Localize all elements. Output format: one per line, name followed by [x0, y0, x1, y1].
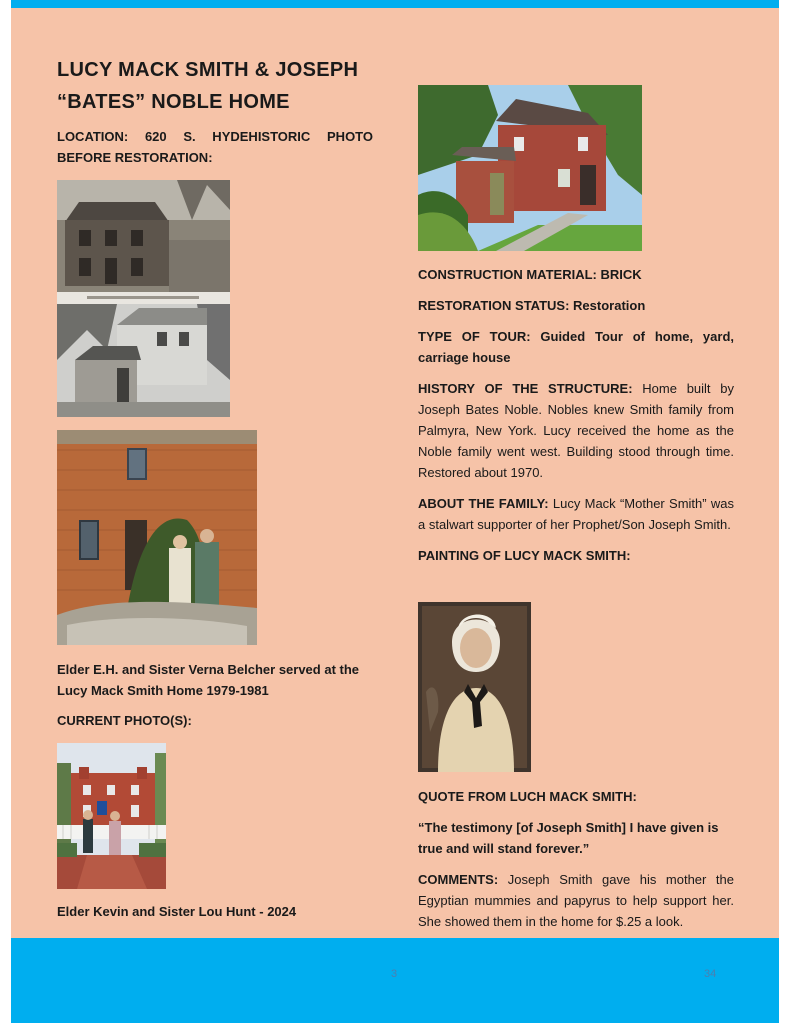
history-text: Home built by Joseph Bates Noble. Nobles knew Smith family from Palmyra, New York. Lucy received the home as the Noble family went west. Building stood through time. Restored about 1970. [418, 381, 734, 480]
page-number: 3 [391, 968, 398, 980]
title-line-1: LUCY MACK SMITH & JOSEPH [57, 59, 359, 81]
belcher-photo [57, 430, 257, 645]
hunt-photo [57, 743, 166, 889]
comments-label: COMMENTS: [418, 872, 499, 887]
family-paragraph [418, 493, 734, 535]
hunt-caption: Elder Kevin and Sister Lou Hunt - 2024 [57, 904, 297, 919]
quote-label: QUOTE FROM LUCH MACK SMITH: [418, 789, 637, 804]
family-label: ABOUT THE FAMILY: [418, 496, 549, 511]
page-total: 34 [704, 968, 717, 980]
footer-bar [11, 938, 779, 1023]
comments-text: Joseph Smith gave his mother the Egyptian mummies and papyrus to help support her. She showed them in the home for $.25 a look. [418, 872, 734, 929]
tour-type: TYPE OF TOUR: Guided Tour of home, yard, carriage house [418, 329, 734, 365]
left-column [57, 54, 373, 168]
top-accent-bar [11, 0, 779, 8]
history-paragraph [418, 378, 734, 483]
title-line-2: “BATES” NOBLE HOME [57, 91, 290, 113]
construction-material: CONSTRUCTION MATERIAL: BRICK [418, 267, 642, 282]
family-text: Lucy Mack “Mother Smith” was a stalwart supporter of her Prophet/Son Joseph Smith. [418, 496, 734, 532]
current-photos-label: CURRENT PHOTO(S): [57, 713, 192, 728]
right-column [418, 264, 734, 566]
historic-photo [57, 180, 230, 417]
quote-text: “The testimony [of Joseph Smith] I have given is true and will stand forever.” [418, 820, 719, 856]
belcher-caption: Elder E.H. and Sister Verna Belcher served at the Lucy Mack Smith Home 1979-1981 [57, 662, 360, 698]
current-exterior-photo [418, 85, 642, 251]
page-title [57, 54, 373, 118]
painting-label: PAINTING OF LUCY MACK SMITH: [418, 548, 631, 563]
document-page [11, 8, 779, 938]
location-text: LOCATION: 620 S. HYDEHISTORIC PHOTO BEFORE RESTORATION: [57, 129, 373, 165]
history-label: HISTORY OF THE STRUCTURE: [418, 381, 633, 396]
comments-paragraph [418, 869, 734, 932]
restoration-status: RESTORATION STATUS: Restoration [418, 298, 646, 313]
lucy-painting [418, 602, 531, 772]
right-column-lower [418, 786, 734, 932]
